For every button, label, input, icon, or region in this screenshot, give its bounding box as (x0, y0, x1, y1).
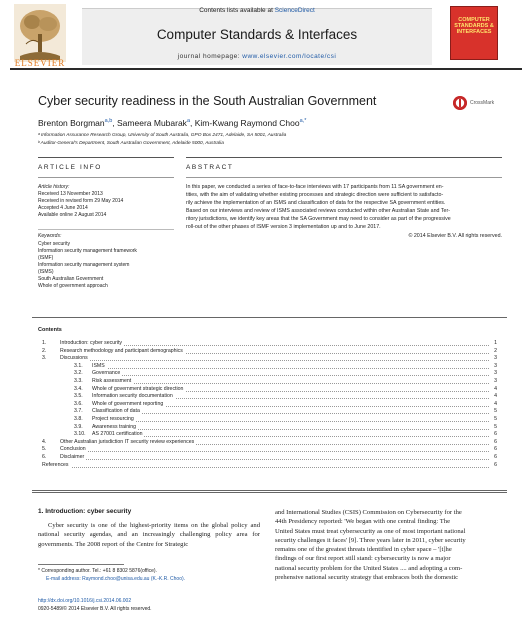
toc-dot-leader (92, 375, 489, 376)
toc-entry-page: 6 (494, 438, 497, 445)
body-line: 44th Presidency reported: 'We began with one central finding: The (275, 518, 451, 526)
divider (38, 157, 174, 158)
toc-entry-number: 2. (42, 347, 47, 354)
keywords-label: Keywords: (38, 233, 62, 239)
toc-entry-title[interactable]: Conclusion (60, 446, 86, 453)
toc-entry[interactable] (32, 386, 507, 393)
copyright-notice: © 2014 Elsevier B.V. All rights reserved. (408, 232, 502, 239)
toc-dot-leader (60, 360, 489, 361)
toc-dot-leader (60, 451, 489, 452)
history-label: Article history: (38, 184, 70, 190)
abstract-text (186, 183, 502, 240)
author-list: Brenton Borgman$^{a,b}$, Sameera Mubarak$^a$, Kim-Kwang Raymond Choo$^{a,*}$ (38, 118, 307, 128)
toc-dot-leader (92, 436, 489, 437)
corresponding-author-note: * Corresponding author. Tel.: +61 8 8302 5876(office). (38, 568, 157, 574)
journal-homepage (82, 53, 432, 60)
toc-entry-number: 3.2. (74, 370, 83, 377)
toc-entry-title[interactable]: Other Australian jurisdiction IT security review experiences (60, 438, 195, 445)
history-item: Accepted 4 June 2014 (38, 205, 88, 211)
keyword: Whole of government approach (38, 283, 108, 289)
toc-entry-number: 3.9. (74, 423, 83, 430)
keyword: Cyber security (38, 241, 70, 247)
toc-entry-title[interactable]: Whole of government reporting (92, 400, 164, 407)
affiliation: ᵇ Auditor-General's Department, South Australian Government, Adelaide 5000, Australia (38, 141, 224, 146)
toc-entry-page: 3 (494, 370, 497, 377)
toc-entry[interactable] (32, 348, 507, 355)
toc-entry-page: 4 (494, 385, 497, 392)
homepage-link[interactable]: www.elsevier.com/locate/csi (242, 53, 337, 60)
toc-entry-number: 3.4. (74, 385, 83, 392)
keyword: Information security management framework (38, 248, 137, 254)
toc-dot-leader (92, 383, 489, 384)
toc-entry-title[interactable]: Introduction: cyber security (60, 340, 122, 346)
toc-entry-number: 3. (42, 355, 47, 362)
toc-entry-number: 3.7. (74, 408, 83, 415)
journal-header (0, 0, 532, 70)
toc-entry[interactable] (32, 340, 507, 347)
abstract-line: Based on our interviews and review of ISMS associated reviews conducted within other Australian State and Ter- (186, 208, 451, 215)
contents-heading: Contents (38, 327, 62, 333)
toc-entry[interactable] (32, 408, 507, 415)
toc-entry-number: 3.8. (74, 416, 83, 422)
toc-entry-page: 4 (494, 393, 497, 400)
body-line: policy area for governments. The 2008 report of the Centre for Strategic (38, 531, 260, 548)
body-line: and International Studies (CSIS) Commission on Cybersecurity for the (275, 509, 462, 516)
keyword: South Australian Government (38, 276, 104, 282)
toc-entry-page: 6 (494, 454, 497, 460)
toc-entry-page: 5 (494, 408, 497, 415)
toc-entry-page: 6 (494, 431, 497, 438)
abstract-line: roll-out of the other phases of ISMF version 3 implementation up and to June 2017. (186, 224, 381, 231)
toc-dot-leader (92, 413, 489, 414)
abstract-line: tities, with the aim of validating whether existing processes and strategic direction were sufficient to satisfacto- (186, 192, 444, 199)
toc-dot-leader (92, 429, 489, 430)
body-paragraph-right (275, 508, 503, 582)
toc-entry-title[interactable]: Discussions (60, 355, 88, 362)
toc-entry[interactable] (32, 424, 507, 431)
affiliation: ᵃ Information Assurance Research Group, University of South Australia, GPO Box 2471, Adelaide, SA 5001, Australia (38, 133, 287, 138)
toc-entry-title[interactable]: Awareness training (92, 423, 137, 430)
author-affil-marker[interactable]: a,* (299, 118, 307, 125)
contents-prefix: Contents lists available at (199, 7, 275, 14)
toc-entry-page: 5 (494, 416, 497, 422)
toc-entry[interactable] (32, 401, 507, 408)
keyword: (ISMF) (38, 255, 54, 261)
keyword: (ISMS) (38, 269, 54, 275)
divider (186, 157, 502, 158)
crossmark-icon (453, 96, 467, 110)
toc-entry-page: 3 (494, 378, 497, 384)
history-item: Received in revised form 29 May 2014 (38, 198, 124, 204)
toc-entry[interactable] (32, 439, 507, 446)
toc-entry-page: 3 (494, 355, 497, 362)
toc-entry-number: 3.1. (74, 362, 83, 369)
author-affil-marker[interactable]: a,b (104, 118, 113, 125)
toc-entry-title[interactable]: Project resourcing (92, 416, 134, 422)
toc-entry-number: 4. (42, 438, 47, 445)
toc-entry[interactable] (32, 431, 507, 438)
journal-cover-thumbnail[interactable] (450, 6, 498, 60)
elsevier-tree-logo (14, 4, 66, 62)
header-divider (10, 68, 522, 70)
toc-entry-title[interactable]: Risk assessment (92, 378, 132, 384)
toc-entry[interactable] (32, 363, 507, 370)
divider (38, 177, 174, 178)
keyword: Information security management system (38, 262, 130, 268)
toc-entry-number: 5. (42, 446, 47, 453)
toc-entry[interactable] (32, 446, 507, 453)
toc-entry[interactable] (32, 378, 507, 385)
issn-copyright: 0920-5489/© 2014 Elsevier B.V. All rights reserved. (38, 606, 152, 612)
toc-entry[interactable] (32, 462, 507, 469)
toc-entry-page: 3 (494, 362, 497, 369)
toc-entry-page: 5 (494, 423, 497, 430)
toc-entry-title[interactable]: Governance (92, 370, 121, 377)
toc-entry[interactable] (32, 393, 507, 400)
history-item: Available online 2 August 2014 (38, 212, 107, 218)
crossmark-badge[interactable] (453, 96, 513, 112)
abstract-line: In this paper, we conducted a series of face-to-face interviews with 17 participants from 11 SA government en- (186, 184, 444, 190)
email-address-link[interactable]: E-mail address: Raymond.choo@unisa.edu.au (K.-K.R. Choo). (46, 576, 186, 582)
author-affil-marker[interactable]: a (186, 118, 190, 125)
toc-entry-number: 6. (42, 454, 47, 460)
body-line: security challenges it faces' [9]. Three years later in 2011, cyber security (275, 536, 466, 544)
toc-entry-title[interactable]: Whole of government strategic direction (92, 385, 184, 392)
article-info-heading: ARTICLE INFO (38, 164, 102, 171)
author-name[interactable]: Sameera Mubarak (117, 118, 187, 128)
toc-dot-leader (60, 345, 489, 346)
toc-dot-leader (60, 459, 489, 460)
homepage-prefix: journal homepage: (177, 53, 243, 60)
author-name[interactable]: Kim-Kwang Raymond Choo (194, 118, 300, 128)
toc-entry-title[interactable]: Disclaimer (60, 454, 85, 460)
cover-text: COMPUTER STANDARDS & INTERFACES (454, 17, 494, 35)
toc-entry-title[interactable]: References (42, 461, 69, 468)
journal-masthead (82, 8, 432, 65)
divider (32, 492, 507, 493)
toc-entry[interactable] (32, 416, 507, 423)
article-title: Cyber security readiness in the South Australian Government (38, 94, 377, 108)
toc-entry-page: 6 (494, 446, 497, 453)
divider (38, 229, 174, 230)
abstract-heading: ABSTRACT (186, 164, 234, 171)
toc-entry-title[interactable]: Classification of data (92, 408, 140, 415)
body-line: policy and national security agendas, and an increasingly challenging (38, 522, 261, 539)
toc-entry-page: 1 (494, 340, 497, 346)
table-of-contents (32, 317, 507, 491)
divider (186, 177, 502, 178)
body-line: findings of our first report still stand: cybersecurity is now a major (275, 555, 451, 563)
toc-dot-leader (92, 368, 489, 369)
abstract-line: ritory jurisdictions, we identify key areas that the SA Government may need to consider as part of the progressive (186, 216, 451, 223)
publisher-name: ELSEVIER (14, 58, 66, 68)
toc-entry[interactable] (32, 454, 507, 461)
footnote-divider (38, 564, 124, 565)
journal-title[interactable]: Computer Standards & Interfaces (156, 27, 358, 42)
toc-entry-page: 2 (494, 347, 497, 354)
body-line: United States must treat cybersecurity as one of most important national (275, 527, 466, 535)
sciencedirect-link[interactable]: ScienceDirect (274, 7, 315, 14)
doi-link[interactable]: http://dx.doi.org/10.1016/j.csi.2014.06.002 (38, 598, 132, 604)
body-line: national security problem for the United States .... and adopting a com- (275, 564, 463, 572)
toc-dot-leader (92, 421, 489, 422)
toc-entry-title[interactable]: AS 27001 certification (92, 431, 143, 438)
toc-dot-leader (42, 467, 489, 468)
crossmark-label: CrossMark (470, 100, 495, 106)
toc-entry-title[interactable]: ISMS (92, 362, 105, 369)
toc-entry[interactable] (32, 370, 507, 377)
toc-entry-number: 1. (42, 340, 47, 346)
toc-entry[interactable] (32, 355, 507, 362)
toc-entry-page: 6 (494, 461, 497, 468)
abstract-line: rily achieve the implementation of an ISMS and classification of data for the respective SA government entities. (186, 200, 446, 207)
toc-entry-number: 3.5. (74, 393, 83, 400)
body-line: prehensive national security strategy that embraces both the domestic (275, 574, 459, 582)
section-heading: 1. Introduction: cyber security (38, 508, 132, 515)
toc-entry-title[interactable]: Information security documentation (92, 393, 173, 400)
history-item: Received 13 November 2013 (38, 191, 103, 197)
contents-availability (82, 7, 432, 14)
toc-entry-number: 3.6. (74, 400, 83, 407)
toc-entry-title[interactable]: Research methodology and participant demographics (60, 347, 183, 354)
body-line: remains one of the greatest threats identified in cyber space – '[t]he (275, 546, 452, 554)
body-line: Cyber security is one of the highest-priority items on the global (48, 522, 229, 529)
body-paragraph-left (38, 521, 260, 549)
toc-entry-page: 4 (494, 400, 497, 407)
toc-entry-number: 3.10. (74, 431, 86, 438)
toc-entry-number: 3.3. (74, 378, 83, 384)
author-name[interactable]: Brenton Borgman (38, 118, 105, 128)
